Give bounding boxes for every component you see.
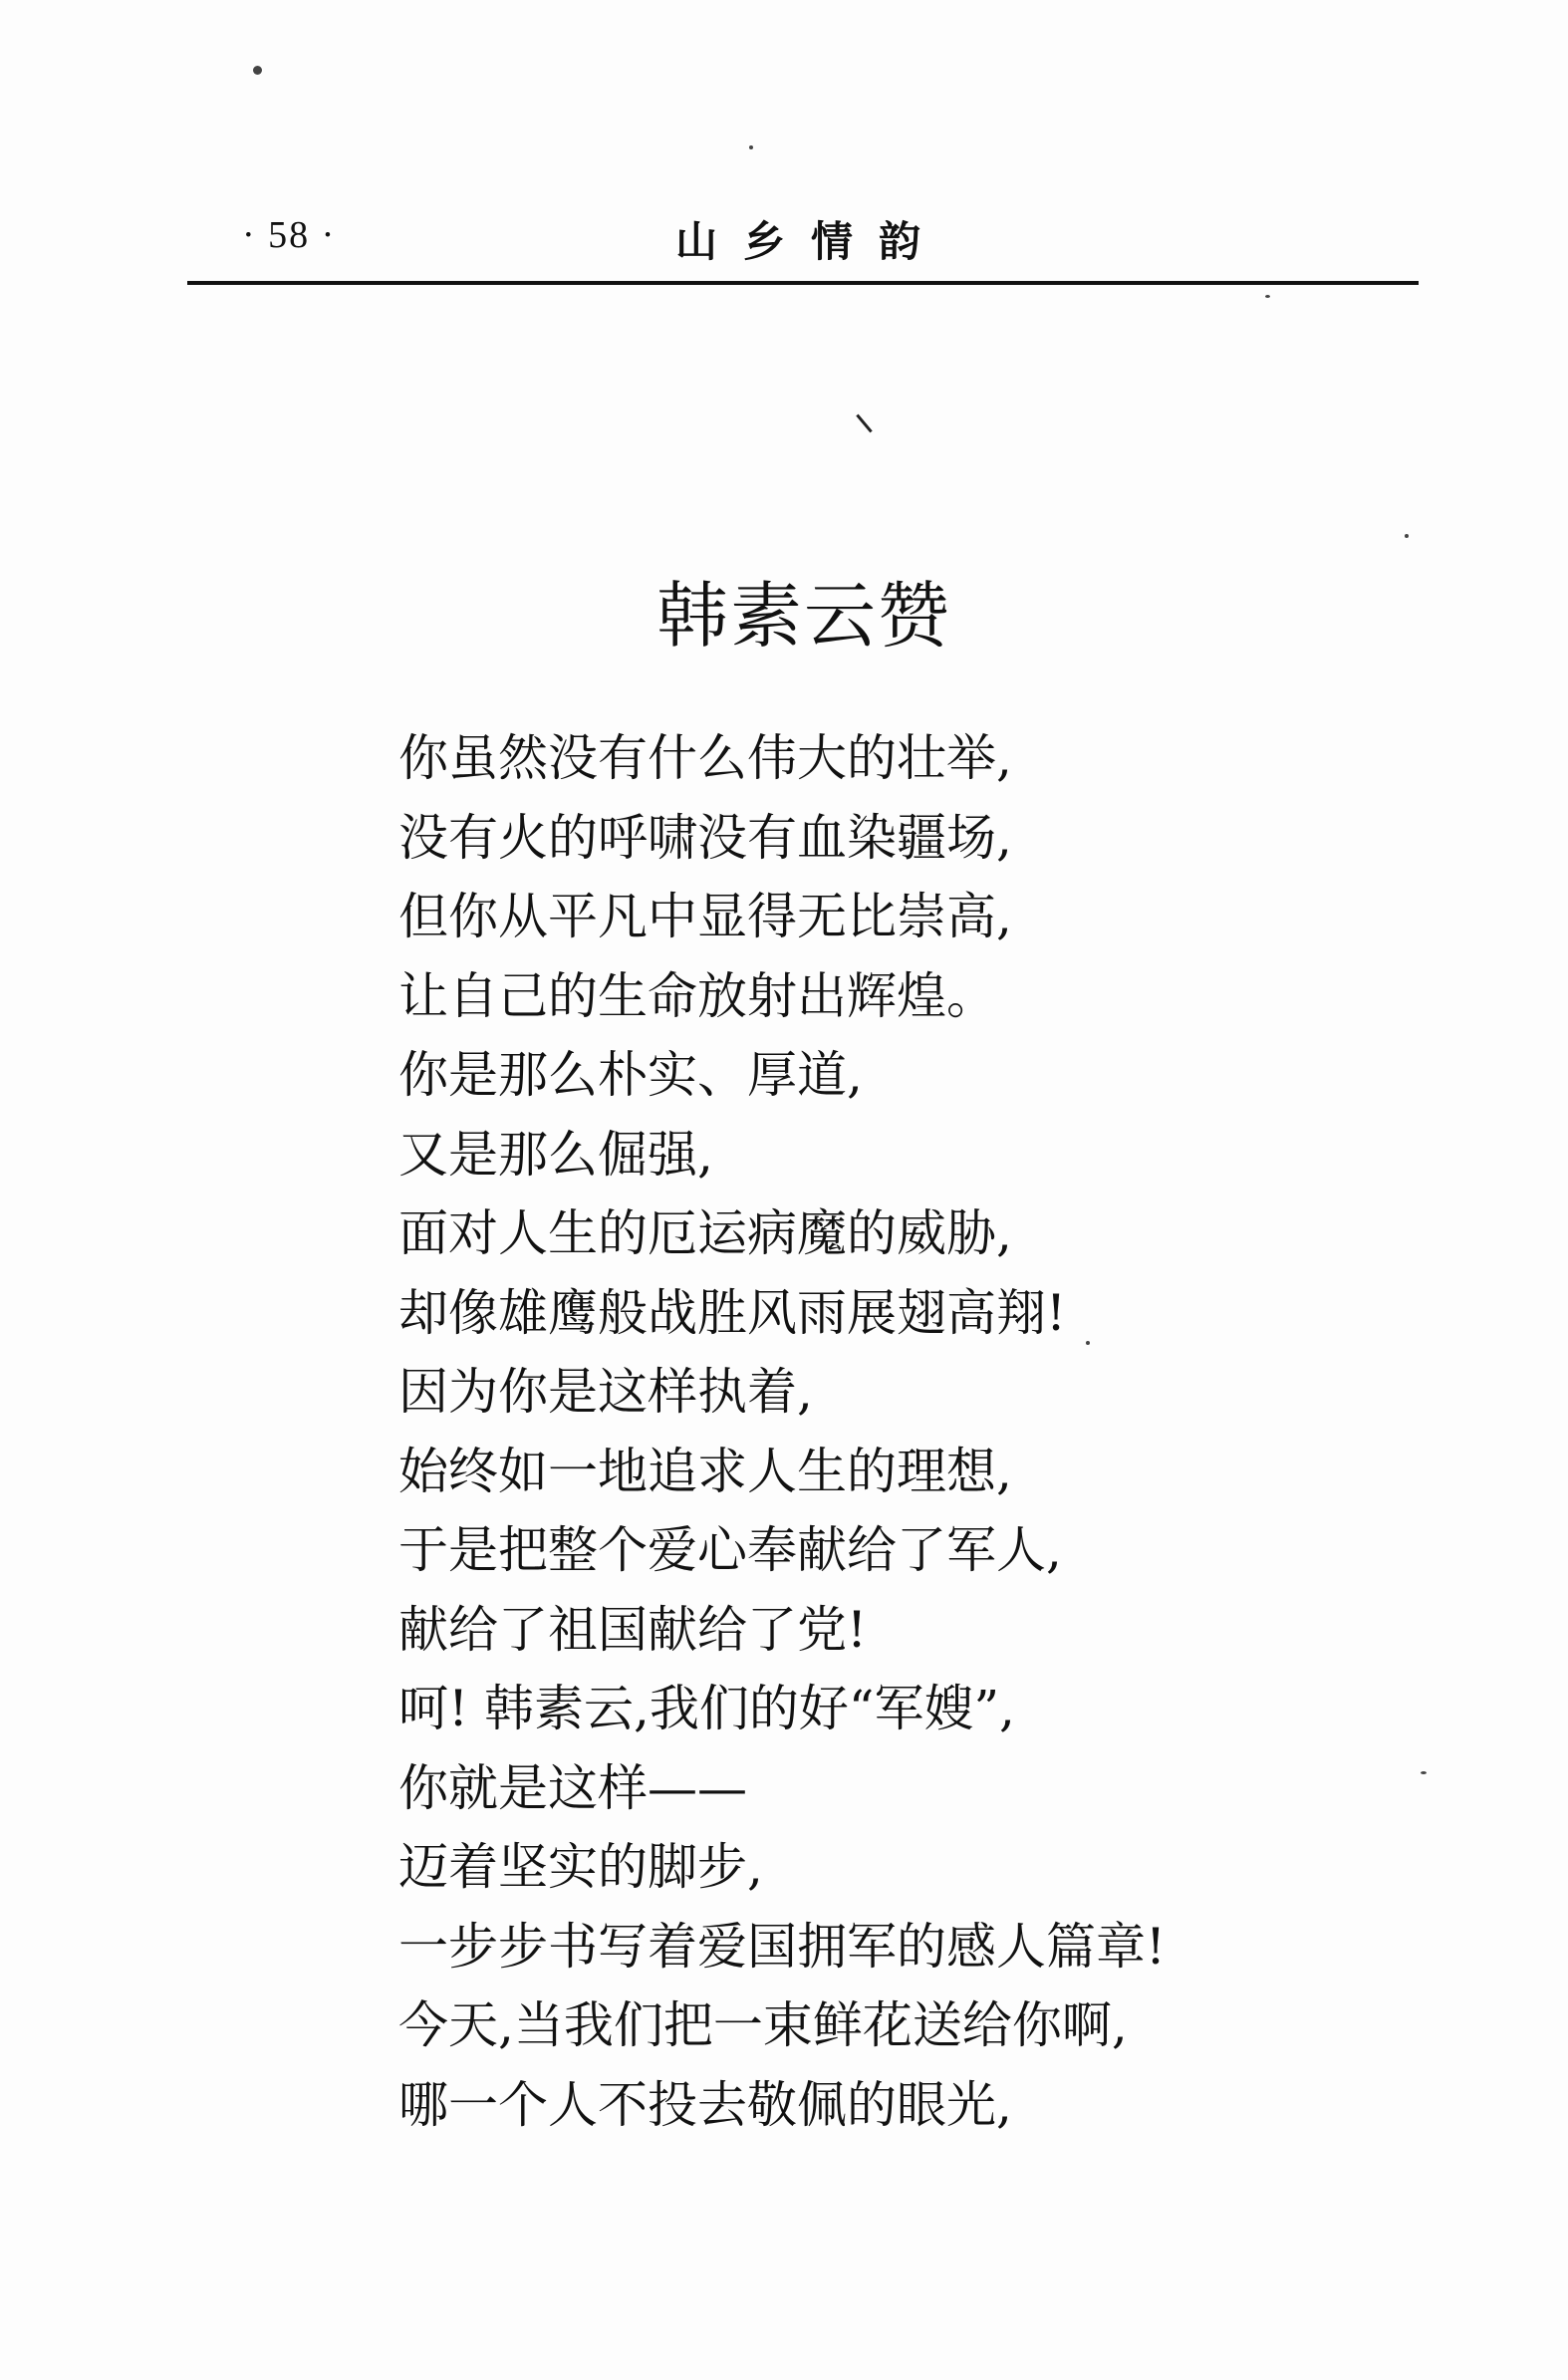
header-rule	[187, 281, 1419, 285]
poem-line: 你是那么朴实、厚道,	[398, 1046, 863, 1104]
poem-line: 迈着坚实的脚步,	[398, 1838, 763, 1896]
poem-line: 你虽然没有什么伟大的壮举,	[398, 729, 1012, 787]
poem-line: 今天,当我们把一束鲜花送给你啊,	[398, 1996, 1128, 2054]
poem-line: 一步步书写着爱国拥军的感人篇章!	[398, 1917, 1167, 1976]
scan-speck	[749, 145, 753, 149]
poem-line: 献给了祖国献给了党!	[398, 1600, 868, 1659]
scan-speck	[1421, 1771, 1427, 1774]
scan-speck	[1265, 295, 1270, 298]
poem-line: 你就是这样——	[398, 1758, 747, 1817]
poem-line: 没有火的呼啸没有血染疆场,	[398, 808, 1012, 867]
running-title: 山乡情韵	[675, 217, 947, 266]
poem-line: 始终如一地追求人生的理想,	[398, 1442, 1012, 1500]
scan-mark	[856, 414, 872, 433]
poem-line: 又是那么倔强,	[398, 1125, 713, 1184]
poem-line: 让自己的生命放射出辉煌。	[398, 966, 996, 1025]
poem-line: 哪一个人不投去敬佩的眼光,	[398, 2075, 1012, 2134]
poem-line: 却像雄鹰般战胜风雨展翅高翔!	[398, 1283, 1067, 1342]
scan-speck	[1405, 534, 1409, 538]
poem-body	[398, 719, 1166, 2145]
poem-line: 面对人生的厄运病魔的威胁,	[398, 1204, 1012, 1262]
poem-title: 韩素云赞	[655, 574, 951, 658]
poem-line: 因为你是这样执着,	[398, 1363, 813, 1421]
page-number: · 58 ·	[242, 214, 337, 256]
page-header	[187, 199, 1419, 289]
poem-line: 呵! 韩素云,我们的好“军嫂”,	[398, 1680, 1015, 1737]
poem-line: 但你从平凡中显得无比崇高,	[398, 888, 1012, 945]
scan-speck	[253, 66, 262, 75]
poem-line: 于是把整个爱心奉献给了军人,	[398, 1521, 1062, 1579]
